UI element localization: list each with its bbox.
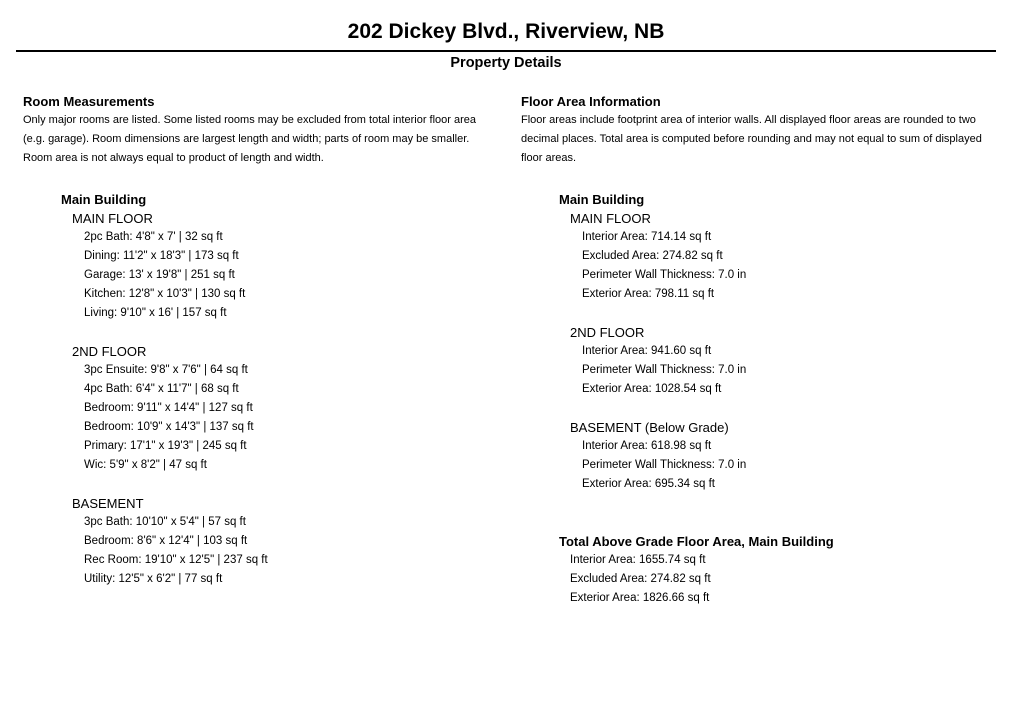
area-floor-name: BASEMENT (Below Grade) — [570, 420, 729, 435]
room-line: Wic: 5'9" x 8'2" | 47 sq ft — [84, 459, 207, 471]
area-line: Perimeter Wall Thickness: 7.0 in — [582, 364, 747, 376]
room-line: Utility: 12'5" x 6'2" | 77 sq ft — [84, 573, 223, 585]
area-line: Perimeter Wall Thickness: 7.0 in — [582, 459, 747, 471]
total-area-heading: Total Above Grade Floor Area, Main Building — [559, 534, 834, 549]
total-area-line: Interior Area: 1655.74 sq ft — [570, 554, 706, 566]
rooms-floor-name: MAIN FLOOR — [72, 211, 153, 226]
area-line: Excluded Area: 274.82 sq ft — [582, 250, 723, 262]
area-line: Exterior Area: 1028.54 sq ft — [582, 383, 722, 395]
room-line: 4pc Bath: 6'4" x 11'7" | 68 sq ft — [84, 383, 239, 395]
floor-area-description: Floor areas include footprint area of interior walls. All displayed floor areas are rounded to two decimal places. Total area is computed before rounding and may not equal to sum of displayed floor areas. — [521, 114, 982, 164]
room-line: Bedroom: 10'9" x 14'3" | 137 sq ft — [84, 421, 254, 433]
total-area-block — [521, 532, 1003, 608]
room-line: Garage: 13' x 19'8" | 251 sq ft — [84, 269, 235, 281]
room-line: Living: 9'10" x 16' | 157 sq ft — [84, 307, 227, 319]
title-divider — [16, 50, 996, 52]
room-measurements-section — [23, 94, 493, 589]
room-line: Bedroom: 9'11" x 14'4" | 127 sq ft — [84, 402, 253, 414]
room-line: Bedroom: 8'6" x 12'4" | 103 sq ft — [84, 535, 248, 547]
area-line: Exterior Area: 798.11 sq ft — [582, 288, 715, 300]
room-line: 2pc Bath: 4'8" x 7' | 32 sq ft — [84, 231, 223, 243]
rooms-building-name: Main Building — [61, 192, 147, 207]
rooms-floor-name: 2ND FLOOR — [72, 344, 147, 359]
total-area-line: Exterior Area: 1826.66 sq ft — [570, 592, 710, 604]
area-line: Perimeter Wall Thickness: 7.0 in — [582, 269, 747, 281]
area-line: Interior Area: 618.98 sq ft — [582, 440, 712, 452]
room-line: Rec Room: 19'10" x 12'5" | 237 sq ft — [84, 554, 268, 566]
area-line: Exterior Area: 695.34 sq ft — [582, 478, 715, 490]
floor-area-building-name: Main Building — [559, 192, 645, 207]
room-line: 3pc Bath: 10'10" x 5'4" | 57 sq ft — [84, 516, 246, 528]
area-line: Interior Area: 941.60 sq ft — [582, 345, 712, 357]
room-line: Primary: 17'1" x 19'3" | 245 sq ft — [84, 440, 247, 452]
area-floor-name: MAIN FLOOR — [570, 211, 651, 226]
floor-area-section — [521, 94, 1003, 608]
floor-area-heading: Floor Area Information — [521, 94, 661, 109]
rooms-floor-list — [23, 209, 493, 589]
property-address-title: 202 Dickey Blvd., Riverview, NB — [347, 20, 665, 43]
room-line: Kitchen: 12'8" x 10'3" | 130 sq ft — [84, 288, 246, 300]
rooms-floor-name: BASEMENT — [72, 496, 144, 511]
area-line: Interior Area: 714.14 sq ft — [582, 231, 712, 243]
room-measurements-heading: Room Measurements — [23, 94, 155, 109]
room-measurements-description: Only major rooms are listed. Some listed rooms may be excluded from total interior floor area (e.g. garage). Room dimensions are largest length and width; parts of room may be smaller. Room area is not always equal to product of length and width. — [23, 114, 477, 164]
floor-area-floor-list — [521, 209, 1003, 494]
rooms-floor — [23, 209, 493, 323]
room-line: Dining: 11'2" x 18'3" | 173 sq ft — [84, 250, 239, 262]
rooms-floor — [23, 494, 493, 589]
area-floor-name: 2ND FLOOR — [570, 325, 645, 340]
area-floor — [521, 209, 1003, 304]
area-floor — [521, 418, 1003, 494]
area-floor — [521, 323, 1003, 399]
page-subtitle: Property Details — [450, 55, 562, 71]
room-line: 3pc Ensuite: 9'8" x 7'6" | 64 sq ft — [84, 364, 248, 376]
rooms-floor — [23, 342, 493, 475]
total-area-line: Excluded Area: 274.82 sq ft — [570, 573, 711, 585]
